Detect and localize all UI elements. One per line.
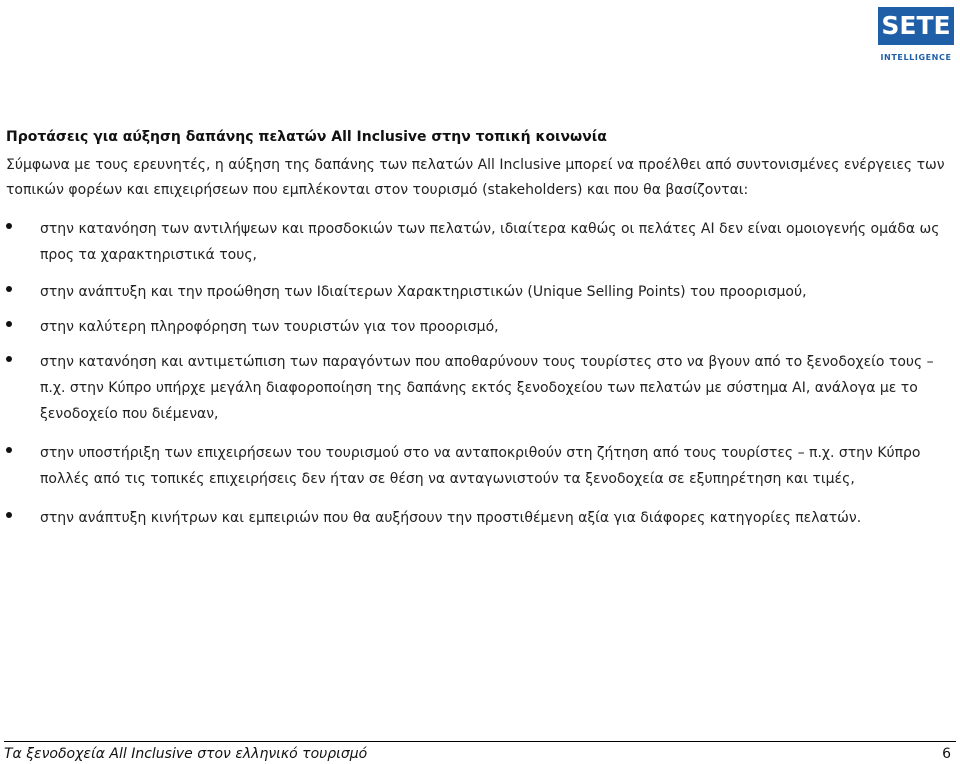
logo-brand: SETE bbox=[878, 7, 954, 45]
bullet-icon bbox=[6, 286, 12, 292]
bullet-icon bbox=[6, 512, 12, 518]
logo-subtitle: INTELLIGENCE bbox=[880, 53, 952, 62]
bullet-icon bbox=[6, 223, 12, 229]
list-item-text: στην καλύτερη πληροφόρηση των τουριστών για τον προορισμό, bbox=[40, 319, 499, 335]
list-item-text: στην κατανόηση των αντιλήψεων και προσδοκιών των πελατών, ιδιαίτερα καθώς οι πελάτες AI δεν είναι ομοιογενής ομάδα ως προς τα χαρακτηριστικά τους, bbox=[40, 221, 940, 263]
bullet-icon bbox=[6, 447, 12, 453]
list-item-text: στην κατανόηση και αντιμετώπιση των παραγόντων που αποθαρύνουν τους τουρίστες στο να βγουν από το ξενοδοχείο τους – π.χ. στην Κύπρο υπήρχε μεγάλη διαφοροποίηση της δαπάνης εκτός ξενοδοχείου των πελατών με σύστημα AI, ανάλογα με το ξενοδοχείο που διέμεναν, bbox=[40, 354, 934, 422]
page-number: 6 bbox=[942, 746, 951, 762]
footer-divider bbox=[4, 741, 956, 742]
section-heading: Προτάσεις για αύξηση δαπάνης πελατών All Inclusive στην τοπική κοινωνία bbox=[6, 129, 607, 145]
bullet-icon bbox=[6, 321, 12, 327]
bullet-icon bbox=[6, 356, 12, 362]
footer-document-title: Τα ξενοδοχεία All Inclusive στον ελληνικό τουρισμό bbox=[4, 746, 368, 762]
list-item-text: στην ανάπτυξη κινήτρων και εμπειριών που θα αυξήσουν την προστιθέμενη αξία για διάφορες κατηγορίες πελατών. bbox=[40, 510, 862, 526]
list-item-text: στην υποστήριξη των επιχειρήσεων του τουρισμού στο να ανταποκριθούν στη ζήτηση από τους τουρίστες – π.χ. στην Κύπρο πολλές από τις τοπικές επιχειρήσεις δεν ήταν σε θέση να ανταγωνιστούν τα ξενοδοχεία σε εξυπηρέτηση και τιμές, bbox=[40, 445, 921, 487]
intro-paragraph: Σύμφωνα με τους ερευνητές, η αύξηση της δαπάνης των πελατών All Inclusive μπορεί να προέλθει από συντονισμένες ενέργειες των τοπικών φορέων και επιχειρήσεων που εμπλέκονται στον τουρισμό (stakeholders) και που θα βασίζονται: bbox=[6, 157, 945, 198]
sete-intelligence-logo bbox=[878, 7, 954, 65]
list-item-text: στην ανάπτυξη και την προώθηση των Ιδιαίτερων Χαρακτηριστικών (Unique Selling Points) του προορισμού, bbox=[40, 284, 807, 300]
